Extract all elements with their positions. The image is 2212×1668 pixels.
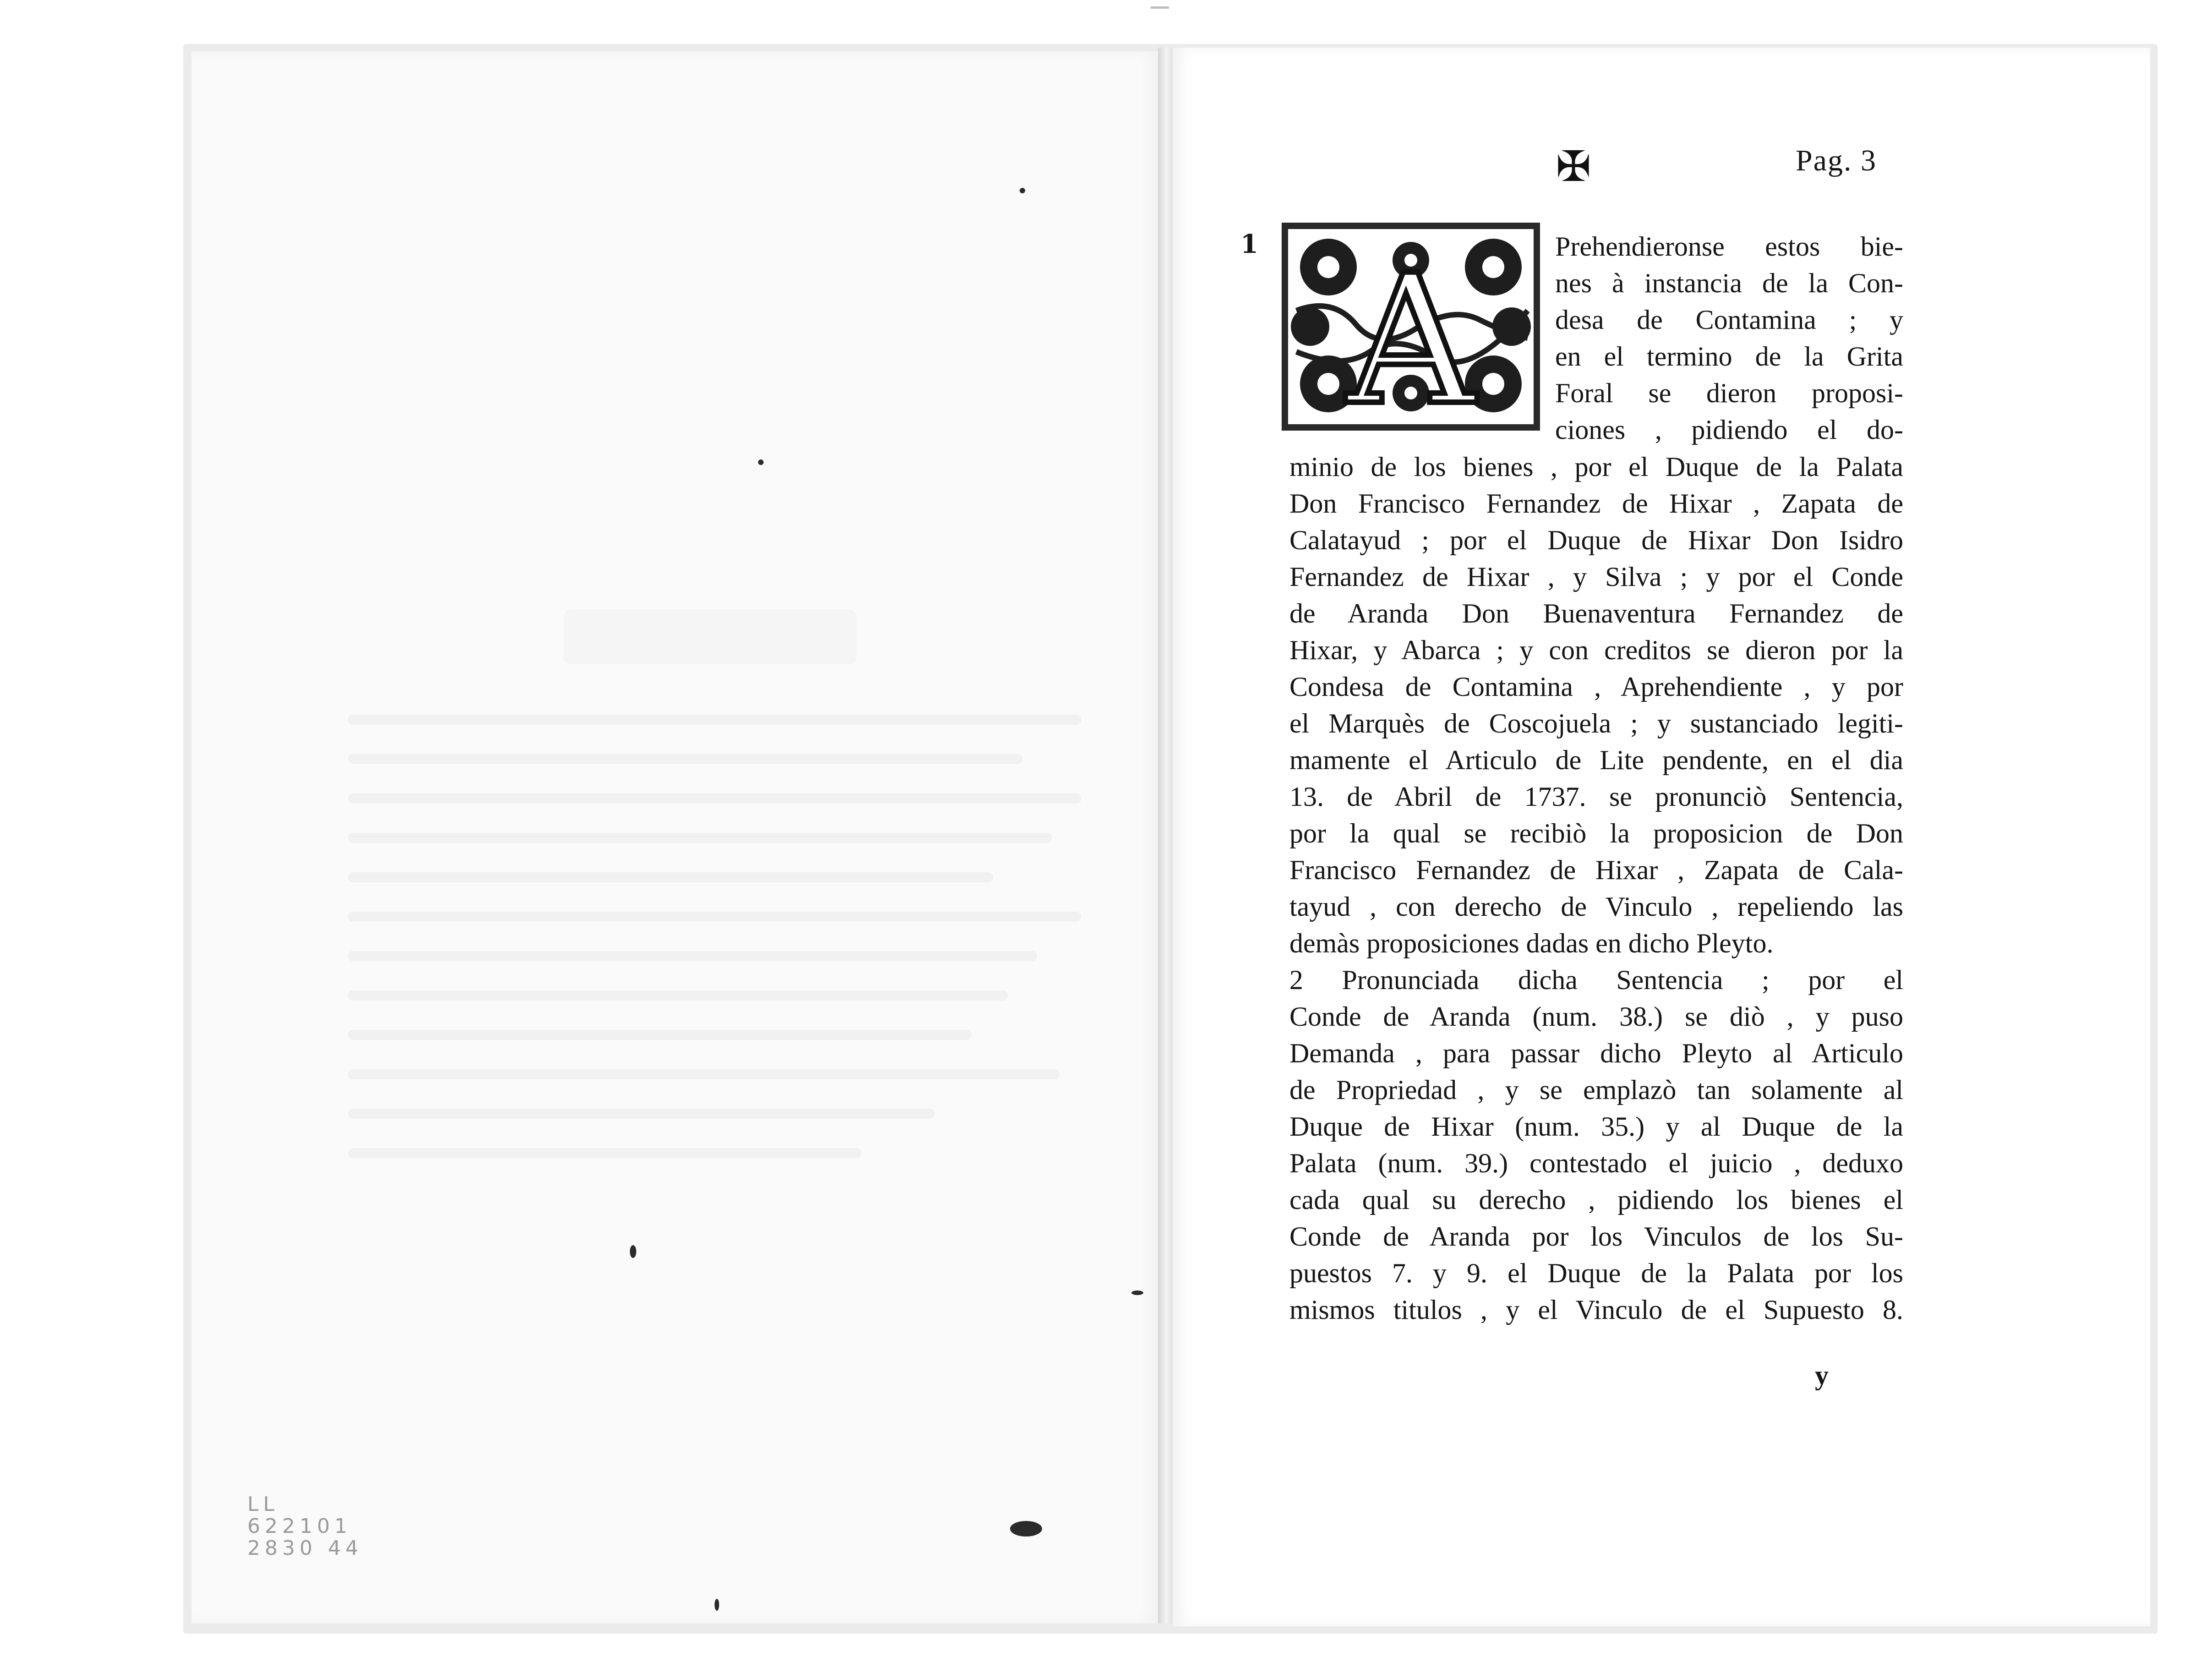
text-line: el Marquès de Coscojuela ; y sustanciado legiti- xyxy=(1289,708,1903,738)
text-line: cada qual su derecho , pidiendo los bienes el xyxy=(1289,1185,1903,1215)
text-line: de Aranda Don Buenaventura Fernandez de xyxy=(1289,598,1903,629)
paragraph-number: 1 xyxy=(1240,229,1258,259)
text-line: 13. de Abril de 1737. se pronunciò Sentencia, xyxy=(1289,782,1903,812)
text-line: nes à instancia de la Con- xyxy=(1555,268,1903,298)
text-line: Conde de Aranda por los Vinculos de los Su- xyxy=(1289,1221,1903,1252)
show-through-text xyxy=(348,715,1081,1187)
initial-wrapped-text xyxy=(1555,228,1903,448)
text-line: 2 Pronunciada dicha Sentencia ; por el xyxy=(1289,965,1903,995)
text-line: desa de Contamina ; y xyxy=(1555,305,1903,335)
text-line: Francisco Fernandez de Hixar , Zapata de Cala- xyxy=(1289,855,1903,885)
text-line: Foral se dieron proposi- xyxy=(1555,378,1903,408)
text-line: puestos 7. y 9. el Duque de la Palata por los xyxy=(1289,1258,1903,1288)
text-line: Duque de Hixar (num. 35.) y al Duque de la xyxy=(1289,1111,1903,1142)
top-edge-mark xyxy=(1151,6,1169,9)
page-number: Pag. 3 xyxy=(1796,144,1877,177)
text-line: Don Francisco Fernandez de Hixar , Zapata de xyxy=(1289,488,1903,519)
text-line: Prehendieronse estos bie- xyxy=(1555,231,1903,262)
text-line: de Propriedad , y se emplazò tan solamente al xyxy=(1289,1075,1903,1105)
text-line: mamente el Articulo de Lite pendente, en el dia xyxy=(1289,745,1903,775)
text-line: demàs proposiciones dadas en dicho Pleyto. xyxy=(1289,928,1774,958)
body-text xyxy=(1289,448,1903,1328)
text-line: ciones , pidiendo el do- xyxy=(1555,415,1903,445)
archive-mark-line: 2830 44 xyxy=(247,1537,363,1560)
initial-letter: A xyxy=(1346,236,1475,434)
text-line: Calatayud ; por el Duque de Hixar Don Isidro xyxy=(1289,525,1903,555)
text-line: mismos titulos , y el Vinculo de el Supuesto 8. xyxy=(1289,1295,1903,1325)
text-line: tayud , con derecho de Vinculo , repeliendo las xyxy=(1289,891,1903,922)
catchword: y xyxy=(1815,1360,1829,1390)
archive-mark-line: 622101 xyxy=(247,1515,352,1538)
text-line: minio de los bienes , por el Duque de la Palata xyxy=(1289,452,1903,482)
text-line: Hixar, y Abarca ; y con creditos se dieron por la xyxy=(1289,635,1903,665)
text-line: Demanda , para passar dicho Pleyto al Articulo xyxy=(1289,1038,1903,1068)
archive-mark-line: LL xyxy=(247,1493,279,1516)
text-line: Condesa de Contamina , Aprehendiente , y por xyxy=(1289,672,1903,702)
decorated-initial xyxy=(1278,219,1544,434)
cross-ornament-icon: ✠ xyxy=(1556,142,1591,191)
book-gutter xyxy=(1158,48,1174,1624)
archive-marks xyxy=(247,1493,394,1559)
text-line: Conde de Aranda (num. 38.) se diò , y puso xyxy=(1289,1001,1903,1032)
text-line: Fernandez de Hixar , y Silva ; y por el Conde xyxy=(1289,562,1903,592)
text-line: en el termino de la Grita xyxy=(1555,341,1903,372)
text-line: Palata (num. 39.) contestado el juicio , deduxo xyxy=(1289,1148,1903,1178)
text-line: por la qual se recibiò la proposicion de Don xyxy=(1289,818,1903,848)
show-through-block xyxy=(563,609,857,664)
floral-initial-icon xyxy=(1278,219,1544,434)
